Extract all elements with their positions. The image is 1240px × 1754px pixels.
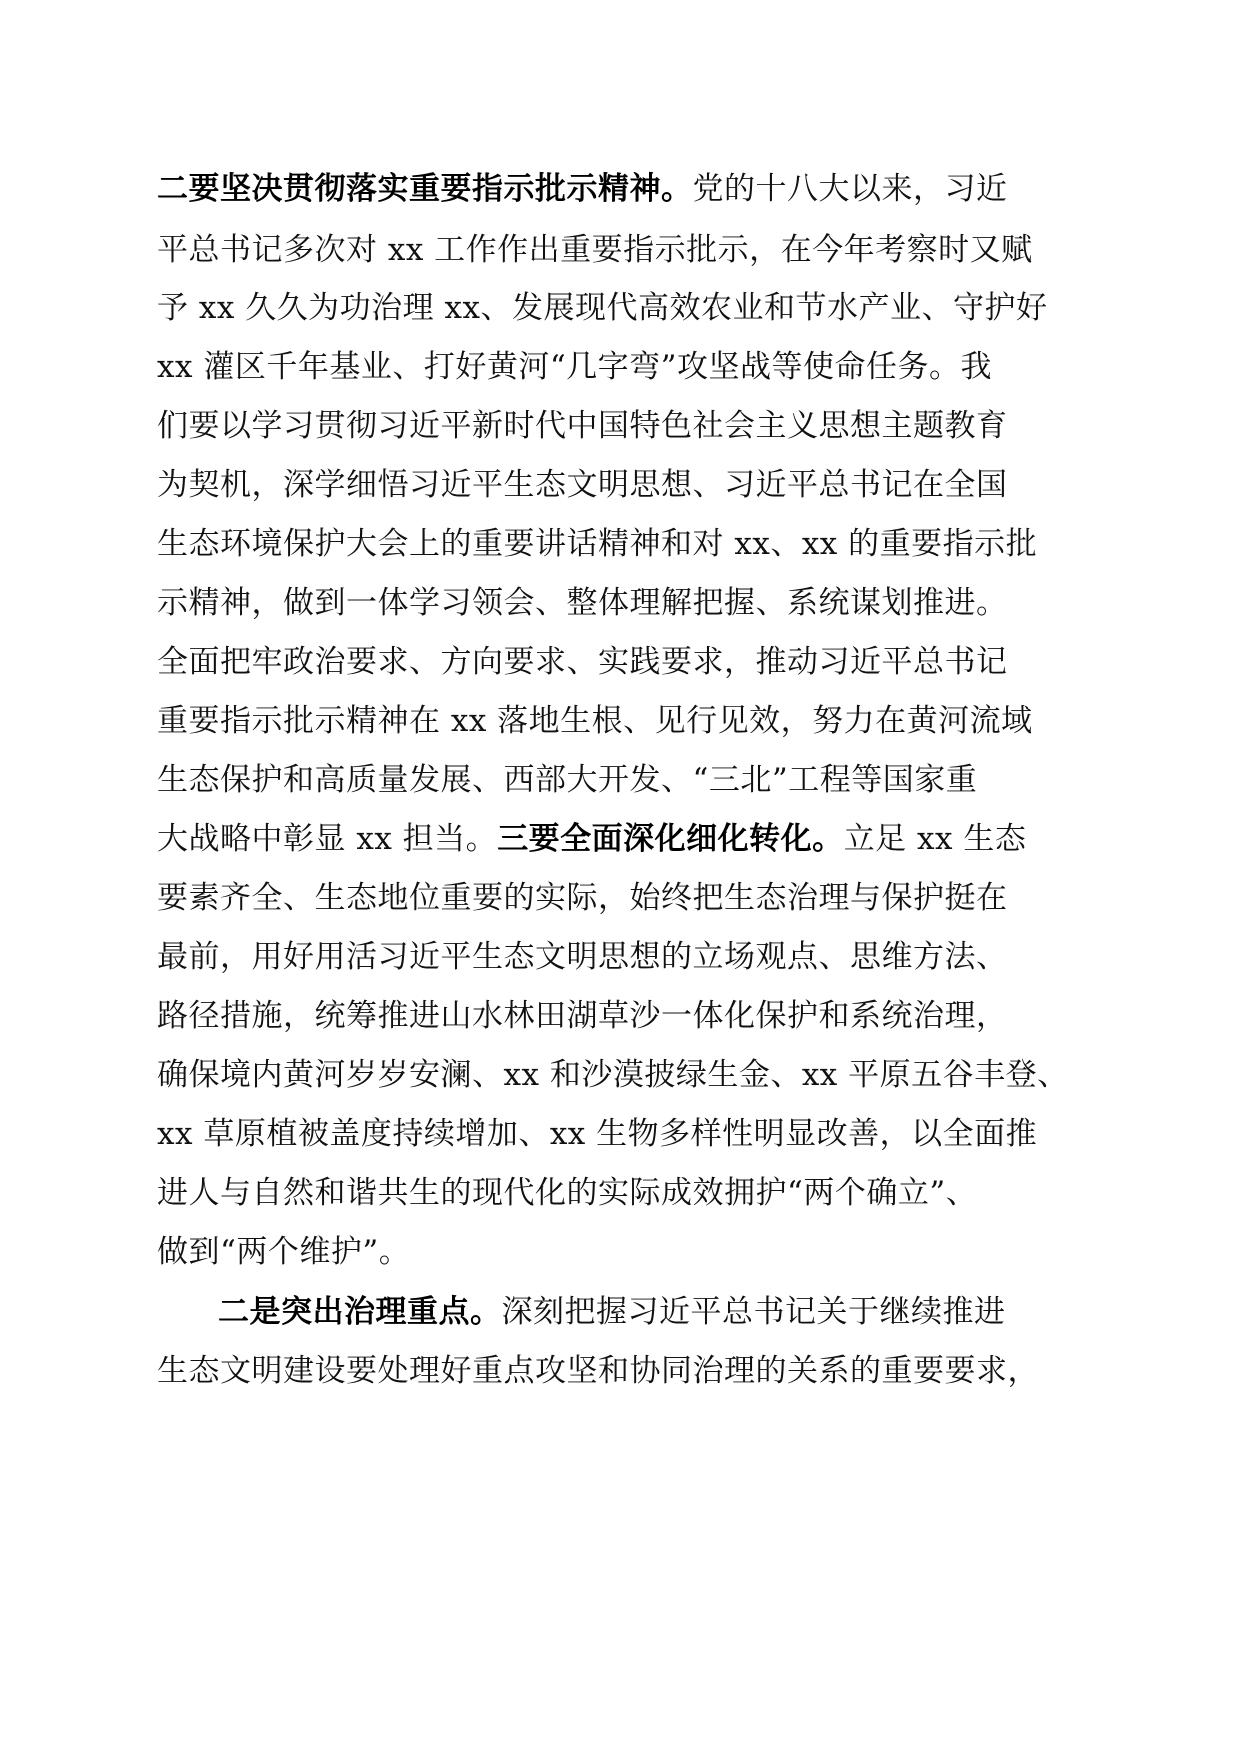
bold-heading: 二要坚决贯彻落实重要指示批示精神。: [157, 171, 693, 207]
paragraph-line: [157, 1351, 1039, 1391]
paragraph-line: [157, 347, 992, 387]
line-text: 路径措施，统筹推进山水林田湖草沙一体化保护和系统治理，: [157, 998, 1008, 1034]
line-text: 生态文明建设要处理好重点攻坚和协同治理的关系的重要要求，: [157, 1353, 1039, 1389]
paragraph-line: [157, 524, 1037, 564]
line-text: xx 灌区千年基业、打好黄河“几字弯”攻坚战等使命任务。我: [157, 349, 993, 385]
line-text: 确保境内黄河岁岁安澜、xx 和沙漠披绿生金、xx 平原五谷丰登、: [157, 1057, 1069, 1093]
paragraph-line: [157, 583, 1008, 623]
paragraph-line: [157, 701, 1033, 741]
line-text: 生态保护和高质量发展、西部大开发、“三北”工程等国家重: [157, 762, 978, 798]
line-text: 要素齐全、生态地位重要的实际，始终把生态治理与保护挺在: [157, 880, 1008, 916]
line-text: 平总书记多次对 xx 工作作出重要指示批示，在今年考察时又赋: [157, 232, 1033, 268]
line-text: xx 草原植被盖度持续增加、xx 生物多样性明显改善，以全面推: [157, 1116, 1038, 1152]
bold-heading: 二是突出治理重点。: [218, 1294, 502, 1330]
paragraph-line: [157, 642, 1008, 682]
paragraph-line: [157, 1114, 1037, 1154]
paragraph-line: [157, 288, 1048, 328]
line-text: 党的十八大以来，习近: [692, 171, 1008, 207]
paragraph-line: [218, 1292, 1006, 1332]
line-text: 全面把牢政治要求、方向要求、实践要求，推动习近平总书记: [157, 644, 1008, 680]
line-text: 予 xx 久久为功治理 xx、发展现代高效农业和节水产业、守护好: [157, 290, 1048, 326]
line-text: 进人与自然和谐共生的现代化的实际成效拥护“两个确立”、: [157, 1175, 978, 1211]
bold-heading: 三要全面深化细化转化。: [497, 821, 844, 857]
line-text: 重要指示批示精神在 xx 落地生根、见行见效，努力在黄河流域: [157, 703, 1033, 739]
paragraph-line: [157, 760, 977, 800]
line-text: 为契机，深学细悟习近平生态文明思想、习近平总书记在全国: [157, 467, 1008, 503]
line-text: 生态环境保护大会上的重要讲话精神和对 xx、xx 的重要指示批: [157, 526, 1038, 562]
paragraph-line: [157, 996, 1008, 1036]
line-text: 做到“两个维护”。: [157, 1234, 411, 1270]
line-text: 大战略中彰显 xx 担当。: [157, 821, 498, 857]
paragraph-line: [157, 1055, 1069, 1095]
paragraph-line: [157, 230, 1033, 270]
line-text: 立足 xx 生态: [843, 821, 1027, 857]
paragraph-line: [157, 169, 1008, 209]
paragraph-line: [157, 878, 1008, 918]
paragraph-line: [157, 819, 1026, 859]
paragraph-line: [157, 1173, 977, 1213]
paragraph-line: [157, 465, 1008, 505]
line-text: 深刻把握习近平总书记关于继续推进: [501, 1294, 1006, 1330]
paragraph-line: [157, 406, 1008, 446]
paragraph-line: [157, 1232, 410, 1272]
line-text: 最前，用好用活习近平生态文明思想的立场观点、思维方法、: [157, 939, 1008, 975]
paragraph-line: [157, 937, 1008, 977]
line-text: 示精神，做到一体学习领会、整体理解把握、系统谋划推进。: [157, 585, 1008, 621]
line-text: 们要以学习贯彻习近平新时代中国特色社会主义思想主题教育: [157, 408, 1008, 444]
